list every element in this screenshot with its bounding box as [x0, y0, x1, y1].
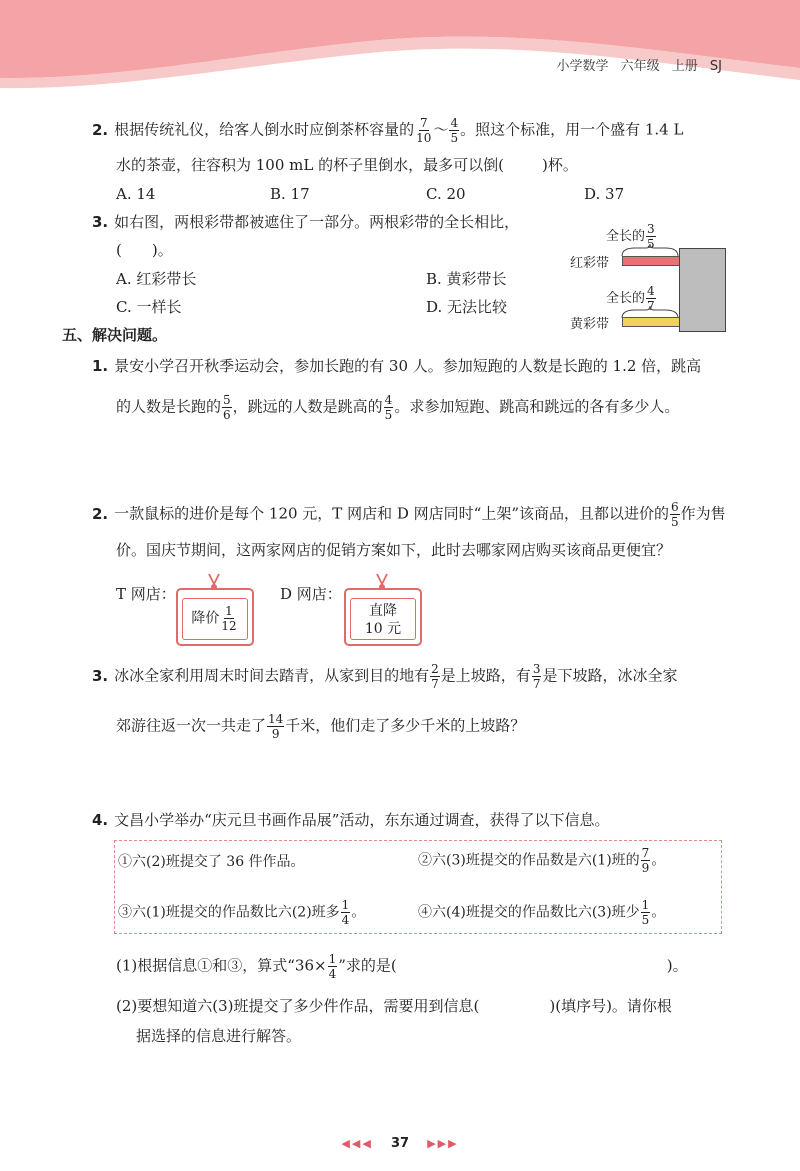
page-footer [310, 1136, 490, 1151]
header-subject: 小学数学 [556, 59, 609, 74]
d-shop-tag: 直降 10 元 [344, 588, 422, 646]
q2-option-b[interactable]: B. 17 [270, 185, 310, 203]
q2-option-d[interactable]: D. 37 [584, 185, 625, 203]
header-grade: 六年级 [620, 59, 660, 74]
q2-line1: 2. 根据传统礼仪，给客人倒水时应倒茶杯容量的 $\frac{7}{10}$ ～ $\frac{4}{5}$ 。照这个标准，用一个盛有 1.4 L [92, 116, 684, 145]
header-volume: 上册 [671, 59, 698, 74]
q2-option-a[interactable]: A. 14 [116, 185, 156, 203]
red-ribbon [622, 256, 682, 266]
p1-line1: 1. 景安小学召开秋季运动会，参加长跑的有 30 人。参加短跑的人数是长跑的 1.2 倍，跳高 [92, 357, 702, 375]
q3-option-d[interactable]: D. 无法比较 [426, 298, 508, 316]
t-shop-label: T 网店： [116, 585, 176, 603]
header-edition: SJ [709, 59, 722, 74]
q2-line2: 水的茶壶，往容积为 100 mL 的杯子里倒水，最多可以倒( )杯。 [116, 156, 578, 174]
red-ribbon-label: 红彩带 [570, 256, 610, 271]
info-3: ③六(1)班提交的作品数比六(2)班多 $\frac{1}{4}$ 。 [118, 898, 366, 927]
figure-top-caption: 全长的 $\frac{3}{5}$ [606, 222, 655, 251]
p1-line2: 的人数是长跑的 $\frac{5}{6}$ ，跳远的人数是跳高的 $\frac{4}{5}$ 。求参加短跑、跳高和跳远的各有多少人。 [116, 393, 680, 422]
d-tag-ribbon-icon [372, 572, 392, 594]
t-shop-tag: 降价 $\frac{1}{12}$ [176, 588, 254, 646]
fraction: $\frac{4}{5}$ [450, 116, 459, 145]
header-band [0, 0, 800, 95]
d-shop-label: D 网店： [280, 585, 342, 603]
section-title: 五、解决问题。 [62, 326, 168, 344]
t-tag-ribbon-icon [204, 572, 224, 594]
p3-line1: 3. 冰冰全家利用周末时间去踏青，从家到目的地有 $\frac{2}{7}$ 是上坡路，有 $\frac{3}{7}$ 是下坡路，冰冰全家 [92, 662, 678, 691]
q2-option-c[interactable]: C. 20 [426, 185, 466, 203]
info-1: ①六(2)班提交了 36 件作品。 [118, 854, 305, 870]
p2-line1: 2. 一款鼠标的进价是每个 120 元，T 网店和 D 网店同时“上架”该商品，且都以进价的 $\frac{6}{5}$ 作为售 [92, 500, 726, 529]
q3-option-b[interactable]: B. 黄彩带长 [426, 270, 507, 288]
right-arrows-icon: ▶▶▶ [427, 1137, 459, 1150]
cover-block [679, 248, 726, 332]
info-4: ④六(4)班提交的作品数比六(3)班少 $\frac{1}{5}$ 。 [418, 898, 666, 927]
q3-option-a[interactable]: A. 红彩带长 [116, 270, 197, 288]
p3-line2: 郊游往返一次一共走了 $\frac{14}{9}$ 千米，他们走了多少千米的上坡路？ [116, 712, 526, 741]
p2-line2: 价。国庆节期间，这两家网店的促销方案如下，此时去哪家网店购买该商品更便宜？ [116, 541, 672, 559]
header-info [556, 55, 722, 74]
page-number: 37 [390, 1136, 410, 1151]
p4-line1: 4. 文昌小学举办“庆元旦书画作品展”活动，东东通过调查，获得了以下信息。 [92, 811, 610, 829]
yellow-ribbon [622, 317, 682, 327]
fraction: $\frac{7}{10}$ [416, 116, 432, 145]
q3-option-c[interactable]: C. 一样长 [116, 298, 182, 316]
q3-line1: 3. 如右图，两根彩带都被遮住了一部分。两根彩带的全长相比， [92, 213, 520, 231]
yellow-ribbon-label: 黄彩带 [570, 317, 610, 332]
info-2: ②六(3)班提交的作品数是六(1)班的 $\frac{7}{9}$ 。 [418, 846, 666, 875]
q3-line2: ( )。 [116, 241, 173, 259]
left-arrows-icon: ◀◀◀ [341, 1137, 373, 1150]
figure-bottom-caption: 全长的 $\frac{4}{7}$ [606, 284, 655, 313]
p4-sub1: (1)根据信息①和③，算式“36× $\frac{1}{4}$ ”求的是( )。 [116, 952, 688, 981]
p4-sub2: (2)要想知道六(3)班提交了多少件作品，需要用到信息( )(填序号)。请你根 [116, 997, 672, 1015]
p4-sub2-line2: 据选择的信息进行解答。 [136, 1027, 302, 1045]
